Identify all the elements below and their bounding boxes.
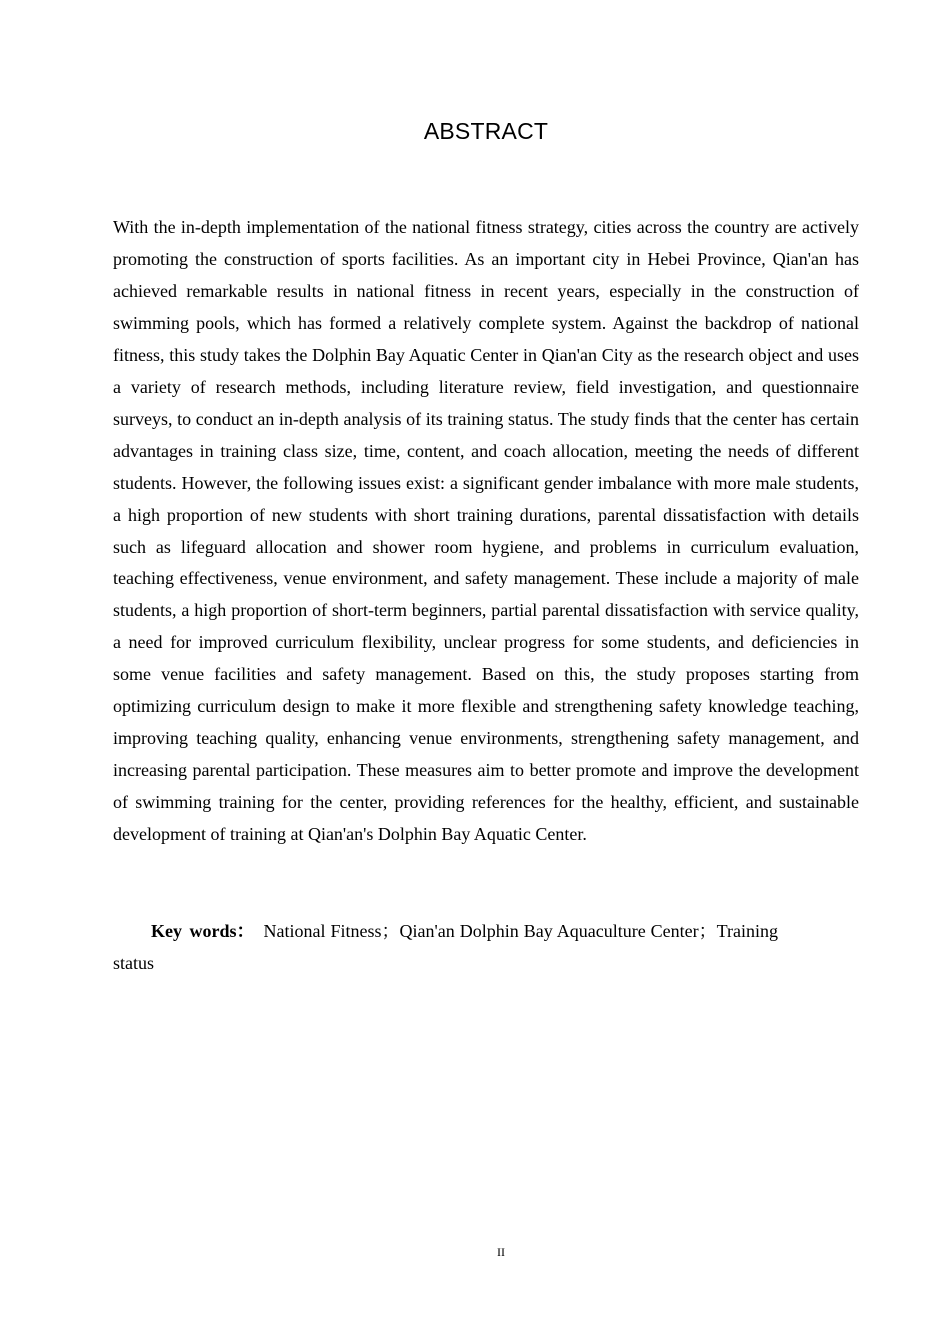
keywords-label: Key words： bbox=[151, 921, 255, 941]
keywords-values: National Fitness；Qian'an Dolphin Bay Aquaculture Center；Training status bbox=[113, 921, 779, 973]
page-number: II bbox=[497, 1245, 505, 1259]
keywords-line bbox=[113, 915, 819, 979]
abstract-body: With the in-depth implementation of the national fitness strategy, cities across the country are actively promoting the construction of sports facilities. As an important city in Hebei Province, Qian'an has achieved remarkable results in national fitness in recent years, especially in the construction of swimming pools, which has formed a relatively complete system. Against the backdrop of national fitness, this study takes the Dolphin Bay Aquatic Center in Qian'an City as the research object and uses a variety of research methods, including literature review, field investigation, and questionnaire surveys, to conduct an in-depth analysis of its training status. The study finds that the center has certain advantages in training class size, time, content, and coach allocation, meeting the needs of different students. However, the following issues exist: a significant gender imbalance with more male students, a high proportion of new students with short training durations, parental dissatisfaction with details such as lifeguard allocation and shower room hygiene, and problems in curriculum evaluation, teaching effectiveness, venue environment, and safety management. These include a majority of male students, a high proportion of short-term beginners, partial parental dissatisfaction with service quality, a need for improved curriculum flexibility, unclear progress for some students, and deficiencies in some venue facilities and safety management. Based on this, the study proposes starting from optimizing curriculum design to make it more flexible and strengthening safety knowledge teaching, improving teaching quality, enhancing venue environments, strengthening safety management, and increasing parental participation. These measures aim to better promote and improve the development of swimming training for the center, providing references for the healthy, efficient, and sustainable development of training at Qian'an's Dolphin Bay Aquatic Center. bbox=[113, 217, 859, 845]
abstract-title: ABSTRACT bbox=[423, 118, 549, 144]
